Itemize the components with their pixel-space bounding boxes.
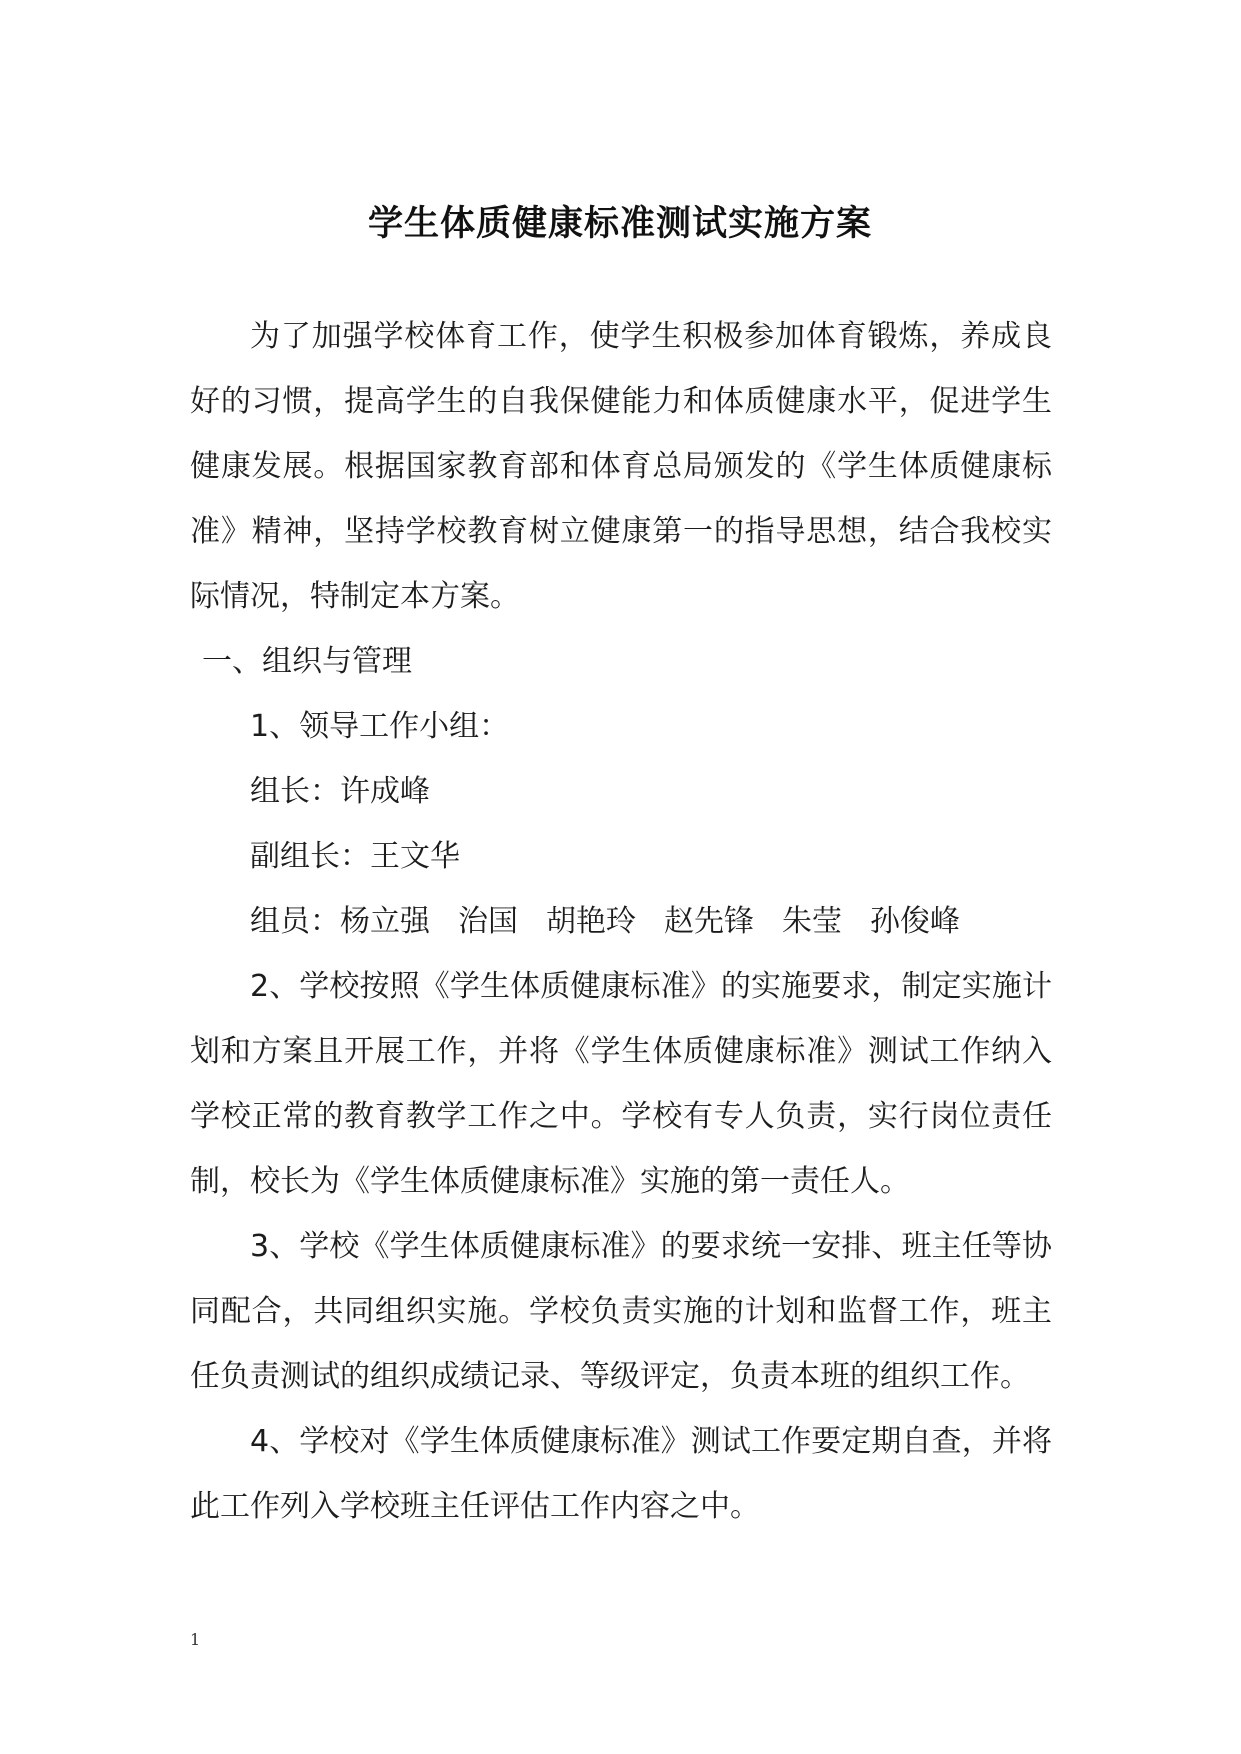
member-name: 朱莹 — [782, 904, 842, 939]
member-name: 赵先锋 — [664, 904, 754, 939]
members-line — [190, 889, 1052, 954]
member-name: 杨立强 — [340, 904, 430, 939]
member-name: 胡艳玲 — [546, 904, 636, 939]
group-leader-line: 组长：许成峰 — [250, 774, 430, 809]
page-number: 1 — [190, 1630, 201, 1649]
item-4-paragraph: 4、学校对《学生体质健康标准》测试工作要定期自查，并将此工作列入学校班主任评估工作内容之中。 — [190, 1424, 1052, 1524]
intro-paragraph: 为了加强学校体育工作，使学生积极参加体育锻炼，养成良好的习惯，提高学生的自我保健能力和体质健康水平，促进学生健康发展。根据国家教育部和体育总局颁发的《学生体质健康标准》精神，坚持学校教育树立健康第一的指导思想，结合我校实际情况，特制定本方案。 — [190, 319, 1052, 614]
member-name: 孙俊峰 — [870, 904, 960, 939]
member-name: 治国 — [458, 904, 518, 939]
document-title: 学生体质健康标准测试实施方案 — [367, 203, 872, 244]
item-1-leadership-group: 1、领导工作小组： — [250, 709, 510, 744]
item-2-paragraph: 2、学校按照《学生体质健康标准》的实施要求，制定实施计划和方案且开展工作，并将《学生体质健康标准》测试工作纳入学校正常的教育教学工作之中。学校有专人负责，实行岗位责任制，校长为《学生体质健康标准》实施的第一责任人。 — [190, 969, 1052, 1199]
document-body — [190, 304, 1052, 1539]
members-label: 组员： — [250, 904, 340, 939]
section-heading-organization: 一、组织与管理 — [202, 644, 412, 679]
item-3-paragraph: 3、学校《学生体质健康标准》的要求统一安排、班主任等协同配合，共同组织实施。学校负责实施的计划和监督工作，班主任负责测试的组织成绩记录、等级评定，负责本班的组织工作。 — [190, 1229, 1052, 1394]
deputy-leader-line: 副组长：王文华 — [250, 839, 460, 874]
